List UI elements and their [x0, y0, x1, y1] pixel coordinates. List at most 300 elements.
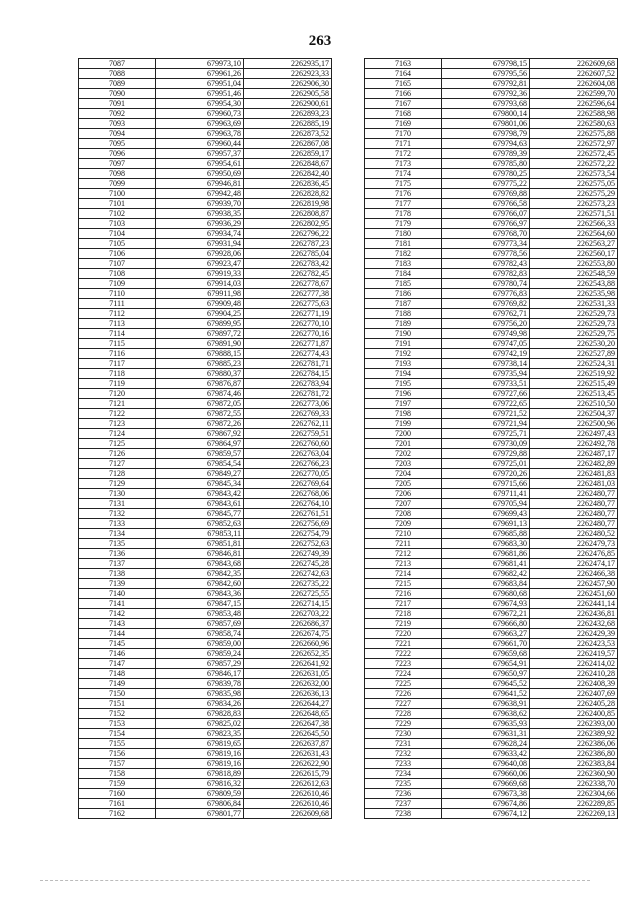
- x-coordinate-cell: 679839,78: [156, 679, 244, 689]
- point-number-cell: 7122: [79, 409, 156, 419]
- point-number-cell: 7205: [365, 479, 442, 489]
- x-coordinate-cell: 679951,46: [156, 89, 244, 99]
- point-number-cell: 7176: [365, 189, 442, 199]
- point-number-cell: 7113: [79, 319, 156, 329]
- point-number-cell: 7147: [79, 659, 156, 669]
- x-coordinate-cell: 679666,80: [442, 619, 530, 629]
- x-coordinate-cell: 679847,15: [156, 599, 244, 609]
- x-coordinate-cell: 679801,06: [442, 119, 530, 129]
- point-number-cell: 7138: [79, 569, 156, 579]
- table-row: [79, 569, 332, 579]
- y-coordinate-cell: 2262289,85: [530, 799, 618, 809]
- table-row: [365, 529, 618, 539]
- y-coordinate-cell: 2262480,77: [530, 489, 618, 499]
- x-coordinate-cell: 679792,81: [442, 79, 530, 89]
- x-coordinate-cell: 679891,90: [156, 339, 244, 349]
- table-row: [79, 299, 332, 309]
- y-coordinate-cell: 2262777,38: [244, 289, 332, 299]
- y-coordinate-cell: 2262848,67: [244, 159, 332, 169]
- y-coordinate-cell: 2262787,23: [244, 239, 332, 249]
- y-coordinate-cell: 2262784,15: [244, 369, 332, 379]
- table-row: [365, 719, 618, 729]
- x-coordinate-cell: 679845,77: [156, 509, 244, 519]
- table-row: [79, 749, 332, 759]
- x-coordinate-cell: 679661,70: [442, 639, 530, 649]
- y-coordinate-cell: 2262645,50: [244, 729, 332, 739]
- y-coordinate-cell: 2262474,17: [530, 559, 618, 569]
- x-coordinate-cell: 679954,61: [156, 159, 244, 169]
- table-row: [365, 589, 618, 599]
- y-coordinate-cell: 2262480,77: [530, 509, 618, 519]
- y-coordinate-cell: 2262760,60: [244, 439, 332, 449]
- x-coordinate-cell: 679960,44: [156, 139, 244, 149]
- x-coordinate-cell: 679858,74: [156, 629, 244, 639]
- y-coordinate-cell: 2262796,22: [244, 229, 332, 239]
- table-row: [365, 279, 618, 289]
- x-coordinate-cell: 679735,94: [442, 369, 530, 379]
- y-coordinate-cell: 2262535,98: [530, 289, 618, 299]
- x-coordinate-cell: 679888,15: [156, 349, 244, 359]
- x-coordinate-cell: 679730,09: [442, 439, 530, 449]
- y-coordinate-cell: 2262782,45: [244, 269, 332, 279]
- x-coordinate-cell: 679782,43: [442, 259, 530, 269]
- x-coordinate-cell: 679957,37: [156, 149, 244, 159]
- point-number-cell: 7173: [365, 159, 442, 169]
- y-coordinate-cell: 2262410,28: [530, 669, 618, 679]
- y-coordinate-cell: 2262783,94: [244, 379, 332, 389]
- x-coordinate-cell: 679963,78: [156, 129, 244, 139]
- x-coordinate-cell: 679852,63: [156, 519, 244, 529]
- table-row: [365, 489, 618, 499]
- x-coordinate-cell: 679853,48: [156, 609, 244, 619]
- table-row: [79, 449, 332, 459]
- table-row: [79, 559, 332, 569]
- table-row: [79, 69, 332, 79]
- y-coordinate-cell: 2262563,27: [530, 239, 618, 249]
- table-row: [365, 769, 618, 779]
- y-coordinate-cell: 2262745,28: [244, 559, 332, 569]
- point-number-cell: 7193: [365, 359, 442, 369]
- y-coordinate-cell: 2262819,98: [244, 199, 332, 209]
- x-coordinate-cell: 679825,02: [156, 719, 244, 729]
- point-number-cell: 7106: [79, 249, 156, 259]
- table-row: [79, 259, 332, 269]
- x-coordinate-cell: 679859,00: [156, 639, 244, 649]
- table-row: [79, 719, 332, 729]
- table-row: [79, 119, 332, 129]
- x-coordinate-cell: 679721,52: [442, 409, 530, 419]
- point-number-cell: 7135: [79, 539, 156, 549]
- y-coordinate-cell: 2262609,68: [244, 809, 332, 819]
- x-coordinate-cell: 679792,36: [442, 89, 530, 99]
- table-row: [365, 729, 618, 739]
- x-coordinate-cell: 679683,30: [442, 539, 530, 549]
- point-number-cell: 7197: [365, 399, 442, 409]
- point-number-cell: 7168: [365, 109, 442, 119]
- point-number-cell: 7186: [365, 289, 442, 299]
- table-row: [365, 249, 618, 259]
- table-row: [79, 579, 332, 589]
- point-number-cell: 7238: [365, 809, 442, 819]
- x-coordinate-cell: 679963,69: [156, 119, 244, 129]
- y-coordinate-cell: 2262607,52: [530, 69, 618, 79]
- x-coordinate-cell: 679768,70: [442, 229, 530, 239]
- point-number-cell: 7145: [79, 639, 156, 649]
- point-number-cell: 7171: [365, 139, 442, 149]
- y-coordinate-cell: 2262476,85: [530, 549, 618, 559]
- x-coordinate-cell: 679857,69: [156, 619, 244, 629]
- table-row: [365, 549, 618, 559]
- point-number-cell: 7166: [365, 89, 442, 99]
- x-coordinate-cell: 679951,04: [156, 79, 244, 89]
- table-row: [365, 119, 618, 129]
- point-number-cell: 7220: [365, 629, 442, 639]
- x-coordinate-cell: 679973,10: [156, 59, 244, 69]
- point-number-cell: 7118: [79, 369, 156, 379]
- x-coordinate-cell: 679715,66: [442, 479, 530, 489]
- x-coordinate-cell: 679769,82: [442, 299, 530, 309]
- x-coordinate-cell: 679776,83: [442, 289, 530, 299]
- x-coordinate-cell: 679635,93: [442, 719, 530, 729]
- x-coordinate-cell: 679680,68: [442, 589, 530, 599]
- x-coordinate-cell: 679904,25: [156, 309, 244, 319]
- table-row: [365, 109, 618, 119]
- x-coordinate-cell: 679828,83: [156, 709, 244, 719]
- table-row: [365, 89, 618, 99]
- x-coordinate-cell: 679846,17: [156, 669, 244, 679]
- table-row: [79, 179, 332, 189]
- point-number-cell: 7189: [365, 319, 442, 329]
- y-coordinate-cell: 2262527,89: [530, 349, 618, 359]
- y-coordinate-cell: 2262766,23: [244, 459, 332, 469]
- y-coordinate-cell: 2262906,30: [244, 79, 332, 89]
- x-coordinate-cell: 679727,66: [442, 389, 530, 399]
- table-row: [365, 369, 618, 379]
- point-number-cell: 7140: [79, 589, 156, 599]
- x-coordinate-cell: 679823,35: [156, 729, 244, 739]
- point-number-cell: 7169: [365, 119, 442, 129]
- y-coordinate-cell: 2262714,15: [244, 599, 332, 609]
- x-coordinate-cell: 679946,81: [156, 179, 244, 189]
- table-row: [365, 199, 618, 209]
- point-number-cell: 7139: [79, 579, 156, 589]
- table-row: [365, 439, 618, 449]
- point-number-cell: 7125: [79, 439, 156, 449]
- y-coordinate-cell: 2262519,92: [530, 369, 618, 379]
- point-number-cell: 7159: [79, 779, 156, 789]
- x-coordinate-cell: 679849,27: [156, 469, 244, 479]
- point-number-cell: 7111: [79, 299, 156, 309]
- y-coordinate-cell: 2262764,10: [244, 499, 332, 509]
- y-coordinate-cell: 2262647,38: [244, 719, 332, 729]
- y-coordinate-cell: 2262785,04: [244, 249, 332, 259]
- y-coordinate-cell: 2262781,71: [244, 359, 332, 369]
- y-coordinate-cell: 2262703,22: [244, 609, 332, 619]
- x-coordinate-cell: 679789,39: [442, 149, 530, 159]
- table-row: [79, 799, 332, 809]
- x-coordinate-cell: 679867,92: [156, 429, 244, 439]
- y-coordinate-cell: 2262749,39: [244, 549, 332, 559]
- y-coordinate-cell: 2262429,39: [530, 629, 618, 639]
- point-number-cell: 7150: [79, 689, 156, 699]
- point-number-cell: 7148: [79, 669, 156, 679]
- x-coordinate-cell: 679699,43: [442, 509, 530, 519]
- point-number-cell: 7101: [79, 199, 156, 209]
- y-coordinate-cell: 2262725,55: [244, 589, 332, 599]
- table-row: [365, 349, 618, 359]
- table-row: [365, 669, 618, 679]
- point-number-cell: 7100: [79, 189, 156, 199]
- x-coordinate-cell: 679872,26: [156, 419, 244, 429]
- x-coordinate-cell: 679859,24: [156, 649, 244, 659]
- y-coordinate-cell: 2262631,05: [244, 669, 332, 679]
- table-row: [79, 619, 332, 629]
- point-number-cell: 7156: [79, 749, 156, 759]
- point-number-cell: 7231: [365, 739, 442, 749]
- point-number-cell: 7155: [79, 739, 156, 749]
- y-coordinate-cell: 2262935,17: [244, 59, 332, 69]
- x-coordinate-cell: 679853,11: [156, 529, 244, 539]
- x-coordinate-cell: 679934,74: [156, 229, 244, 239]
- y-coordinate-cell: 2262386,80: [530, 749, 618, 759]
- x-coordinate-cell: 679674,86: [442, 799, 530, 809]
- y-coordinate-cell: 2262405,28: [530, 699, 618, 709]
- table-row: [79, 159, 332, 169]
- y-coordinate-cell: 2262480,52: [530, 529, 618, 539]
- table-row: [79, 629, 332, 639]
- x-coordinate-cell: 679897,72: [156, 329, 244, 339]
- y-coordinate-cell: 2262338,70: [530, 779, 618, 789]
- point-number-cell: 7190: [365, 329, 442, 339]
- point-number-cell: 7165: [365, 79, 442, 89]
- x-coordinate-cell: 679711,41: [442, 489, 530, 499]
- point-number-cell: 7218: [365, 609, 442, 619]
- y-coordinate-cell: 2262575,05: [530, 179, 618, 189]
- table-row: [79, 189, 332, 199]
- x-coordinate-cell: 679638,91: [442, 699, 530, 709]
- x-coordinate-cell: 679806,84: [156, 799, 244, 809]
- x-coordinate-cell: 679835,98: [156, 689, 244, 699]
- table-row: [79, 209, 332, 219]
- coordinates-table-right: [364, 58, 618, 819]
- x-coordinate-cell: 679950,69: [156, 169, 244, 179]
- point-number-cell: 7104: [79, 229, 156, 239]
- point-number-cell: 7198: [365, 409, 442, 419]
- table-row: [365, 799, 618, 809]
- y-coordinate-cell: 2262778,67: [244, 279, 332, 289]
- x-coordinate-cell: 679816,32: [156, 779, 244, 789]
- table-row: [365, 739, 618, 749]
- x-coordinate-cell: 679809,59: [156, 789, 244, 799]
- x-coordinate-cell: 679923,47: [156, 259, 244, 269]
- point-number-cell: 7133: [79, 519, 156, 529]
- y-coordinate-cell: 2262564,60: [530, 229, 618, 239]
- table-row: [79, 789, 332, 799]
- table-row: [79, 319, 332, 329]
- point-number-cell: 7196: [365, 389, 442, 399]
- point-number-cell: 7127: [79, 459, 156, 469]
- table-row: [365, 679, 618, 689]
- point-number-cell: 7182: [365, 249, 442, 259]
- table-row: [79, 289, 332, 299]
- x-coordinate-cell: 679843,61: [156, 499, 244, 509]
- point-number-cell: 7108: [79, 269, 156, 279]
- point-number-cell: 7202: [365, 449, 442, 459]
- table-row: [79, 669, 332, 679]
- y-coordinate-cell: 2262754,79: [244, 529, 332, 539]
- y-coordinate-cell: 2262513,45: [530, 389, 618, 399]
- y-coordinate-cell: 2262481,83: [530, 469, 618, 479]
- point-number-cell: 7098: [79, 169, 156, 179]
- point-number-cell: 7094: [79, 129, 156, 139]
- table-row: [365, 609, 618, 619]
- x-coordinate-cell: 679954,30: [156, 99, 244, 109]
- table-row: [79, 129, 332, 139]
- y-coordinate-cell: 2262885,19: [244, 119, 332, 129]
- x-coordinate-cell: 679872,05: [156, 399, 244, 409]
- table-row: [365, 659, 618, 669]
- y-coordinate-cell: 2262674,75: [244, 629, 332, 639]
- y-coordinate-cell: 2262383,84: [530, 759, 618, 769]
- x-coordinate-cell: 679766,58: [442, 199, 530, 209]
- x-coordinate-cell: 679641,52: [442, 689, 530, 699]
- y-coordinate-cell: 2262622,90: [244, 759, 332, 769]
- y-coordinate-cell: 2262573,54: [530, 169, 618, 179]
- point-number-cell: 7090: [79, 89, 156, 99]
- table-row: [365, 619, 618, 629]
- y-coordinate-cell: 2262759,51: [244, 429, 332, 439]
- x-coordinate-cell: 679691,13: [442, 519, 530, 529]
- x-coordinate-cell: 679931,94: [156, 239, 244, 249]
- table-row: [79, 309, 332, 319]
- y-coordinate-cell: 2262770,05: [244, 469, 332, 479]
- point-number-cell: 7088: [79, 69, 156, 79]
- table-row: [365, 229, 618, 239]
- point-number-cell: 7124: [79, 429, 156, 439]
- table-row: [79, 219, 332, 229]
- table-row: [365, 129, 618, 139]
- y-coordinate-cell: 2262432,68: [530, 619, 618, 629]
- x-coordinate-cell: 679864,97: [156, 439, 244, 449]
- point-number-cell: 7095: [79, 139, 156, 149]
- point-number-cell: 7146: [79, 649, 156, 659]
- table-row: [79, 359, 332, 369]
- table-row: [79, 459, 332, 469]
- table-row: [365, 359, 618, 369]
- y-coordinate-cell: 2262893,23: [244, 109, 332, 119]
- x-coordinate-cell: 679659,68: [442, 649, 530, 659]
- y-coordinate-cell: 2262769,33: [244, 409, 332, 419]
- point-number-cell: 7222: [365, 649, 442, 659]
- x-coordinate-cell: 679729,88: [442, 449, 530, 459]
- table-row: [79, 59, 332, 69]
- table-row: [79, 809, 332, 819]
- point-number-cell: 7180: [365, 229, 442, 239]
- point-number-cell: 7227: [365, 699, 442, 709]
- point-number-cell: 7210: [365, 529, 442, 539]
- point-number-cell: 7130: [79, 489, 156, 499]
- table-row: [79, 759, 332, 769]
- point-number-cell: 7120: [79, 389, 156, 399]
- y-coordinate-cell: 2262575,88: [530, 129, 618, 139]
- table-row: [79, 549, 332, 559]
- table-row: [365, 629, 618, 639]
- y-coordinate-cell: 2262923,33: [244, 69, 332, 79]
- table-row: [365, 209, 618, 219]
- table-row: [79, 139, 332, 149]
- table-row: [365, 499, 618, 509]
- y-coordinate-cell: 2262686,37: [244, 619, 332, 629]
- x-coordinate-cell: 679633,42: [442, 749, 530, 759]
- table-row: [365, 259, 618, 269]
- point-number-cell: 7117: [79, 359, 156, 369]
- x-coordinate-cell: 679842,60: [156, 579, 244, 589]
- point-number-cell: 7172: [365, 149, 442, 159]
- x-coordinate-cell: 679672,21: [442, 609, 530, 619]
- point-number-cell: 7131: [79, 499, 156, 509]
- x-coordinate-cell: 679631,31: [442, 729, 530, 739]
- table-row: [79, 99, 332, 109]
- table-row: [365, 219, 618, 229]
- point-number-cell: 7132: [79, 509, 156, 519]
- y-coordinate-cell: 2262771,19: [244, 309, 332, 319]
- y-coordinate-cell: 2262269,13: [530, 809, 618, 819]
- x-coordinate-cell: 679859,57: [156, 449, 244, 459]
- y-coordinate-cell: 2262572,45: [530, 149, 618, 159]
- point-number-cell: 7099: [79, 179, 156, 189]
- point-number-cell: 7093: [79, 119, 156, 129]
- x-coordinate-cell: 679872,55: [156, 409, 244, 419]
- y-coordinate-cell: 2262612,63: [244, 779, 332, 789]
- y-coordinate-cell: 2262466,38: [530, 569, 618, 579]
- point-number-cell: 7119: [79, 379, 156, 389]
- y-coordinate-cell: 2262481,03: [530, 479, 618, 489]
- x-coordinate-cell: 679819,16: [156, 759, 244, 769]
- point-number-cell: 7187: [365, 299, 442, 309]
- table-row: [79, 779, 332, 789]
- table-row: [79, 769, 332, 779]
- point-number-cell: 7225: [365, 679, 442, 689]
- table-row: [79, 599, 332, 609]
- coordinates-table-left: [78, 58, 332, 819]
- y-coordinate-cell: 2262407,69: [530, 689, 618, 699]
- table-row: [365, 159, 618, 169]
- y-coordinate-cell: 2262828,82: [244, 189, 332, 199]
- table-row: [365, 509, 618, 519]
- x-coordinate-cell: 679773,34: [442, 239, 530, 249]
- x-coordinate-cell: 679843,42: [156, 489, 244, 499]
- y-coordinate-cell: 2262609,68: [530, 59, 618, 69]
- x-coordinate-cell: 679939,70: [156, 199, 244, 209]
- point-number-cell: 7215: [365, 579, 442, 589]
- table-row: [365, 399, 618, 409]
- table-row: [365, 99, 618, 109]
- point-number-cell: 7123: [79, 419, 156, 429]
- x-coordinate-cell: 679834,26: [156, 699, 244, 709]
- x-coordinate-cell: 679721,94: [442, 419, 530, 429]
- point-number-cell: 7142: [79, 609, 156, 619]
- x-coordinate-cell: 679909,48: [156, 299, 244, 309]
- x-coordinate-cell: 679638,62: [442, 709, 530, 719]
- y-coordinate-cell: 2262873,52: [244, 129, 332, 139]
- point-number-cell: 7206: [365, 489, 442, 499]
- point-number-cell: 7110: [79, 289, 156, 299]
- table-row: [365, 149, 618, 159]
- y-coordinate-cell: 2262386,06: [530, 739, 618, 749]
- y-coordinate-cell: 2262524,31: [530, 359, 618, 369]
- x-coordinate-cell: 679749,98: [442, 329, 530, 339]
- table-row: [79, 699, 332, 709]
